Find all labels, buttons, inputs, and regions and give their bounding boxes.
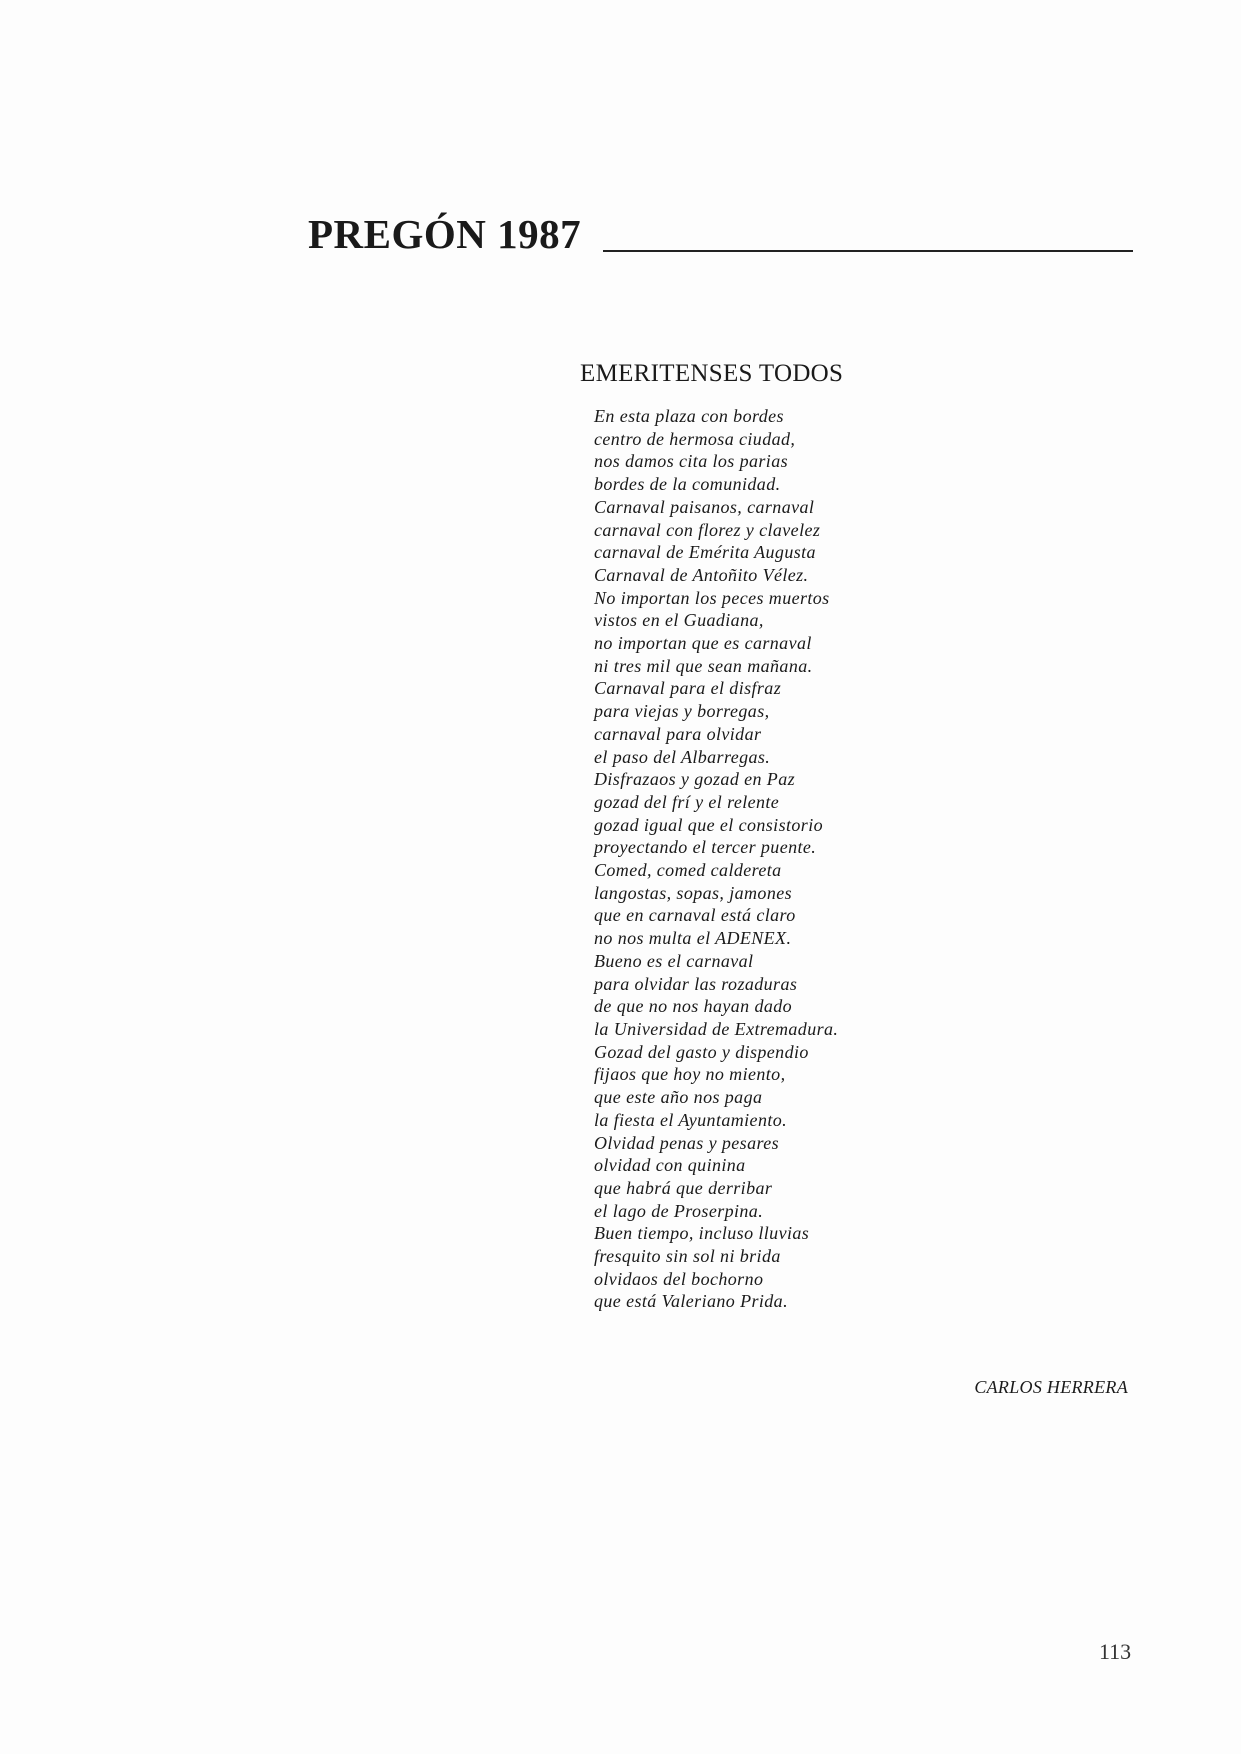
poem-line: carnaval con florez y clavelez — [594, 519, 821, 540]
poem-line: Carnaval para el disfraz — [594, 678, 782, 699]
poem-line: no nos multa el ADENEX. — [594, 928, 792, 949]
poem-line: Buen tiempo, incluso lluvias — [594, 1223, 810, 1244]
poem-line: vistos en el Guadiana, — [594, 610, 764, 631]
poem-line: para olvidar las rozaduras — [594, 973, 798, 994]
poem-body — [594, 405, 838, 1313]
poem-line: No importan los peces muertos — [594, 587, 830, 608]
poem-line: la fiesta el Ayuntamiento. — [594, 1109, 788, 1130]
poem-line: Gozad del gasto y dispendio — [594, 1041, 809, 1062]
author-signature: CARLOS HERRERA — [974, 1377, 1128, 1397]
poem-line: que está Valeriano Prida. — [594, 1291, 788, 1312]
poem-line: que este año nos paga — [594, 1087, 763, 1108]
poem-line: Comed, comed caldereta — [594, 860, 782, 881]
poem-line: la Universidad de Extremadura. — [594, 1018, 839, 1039]
poem-line: Carnaval de Antoñito Vélez. — [594, 564, 809, 585]
poem-line: Disfrazaos y gozad en Paz — [594, 769, 796, 790]
poem-line: Olvidad penas y pesares — [594, 1132, 779, 1153]
poem-line: En esta plaza con bordes — [594, 406, 784, 426]
poem-line: proyectando el tercer puente. — [594, 837, 817, 858]
poem-line: gozad del frí y el relente — [594, 791, 780, 812]
poem-line: carnaval para olvidar — [594, 723, 762, 744]
poem-line: bordes de la comunidad. — [594, 474, 781, 495]
section-header — [308, 211, 582, 257]
poem-line: centro de hermosa ciudad, — [594, 428, 796, 449]
poem-line: carnaval de Emérita Augusta — [594, 542, 816, 563]
poem-line: nos damos cita los parias — [594, 451, 789, 472]
poem-line: que habrá que derribar — [594, 1177, 773, 1198]
poem-line: gozad igual que el consistorio — [594, 814, 823, 835]
poem-line: olvidaos del bochorno — [594, 1268, 764, 1289]
header-rule — [603, 250, 1133, 252]
poem-line: ni tres mil que sean mañana. — [594, 655, 813, 676]
poem-line: el lago de Proserpina. — [594, 1200, 764, 1221]
poem-line: fresquito sin sol ni brida — [594, 1246, 781, 1267]
poem-line: Bueno es el carnaval — [594, 950, 754, 971]
poem-title: EMERITENSES TODOS — [580, 360, 844, 387]
poem-line: langostas, sopas, jamones — [594, 882, 793, 903]
poem-line: para viejas y borregas, — [594, 701, 770, 722]
page-number: 113 — [1099, 1639, 1132, 1664]
poem-line: fijaos que hoy no miento, — [594, 1064, 786, 1085]
poem-line: no importan que es carnaval — [594, 633, 812, 654]
poem-line: que en carnaval está claro — [594, 905, 796, 926]
poem-line: el paso del Albarregas. — [594, 746, 771, 767]
poem-line: Carnaval paisanos, carnaval — [594, 496, 815, 517]
section-title: PREGÓN 1987 — [308, 211, 582, 257]
poem-line: de que no nos hayan dado — [594, 996, 793, 1017]
poem-line: olvidad con quinina — [594, 1155, 746, 1176]
